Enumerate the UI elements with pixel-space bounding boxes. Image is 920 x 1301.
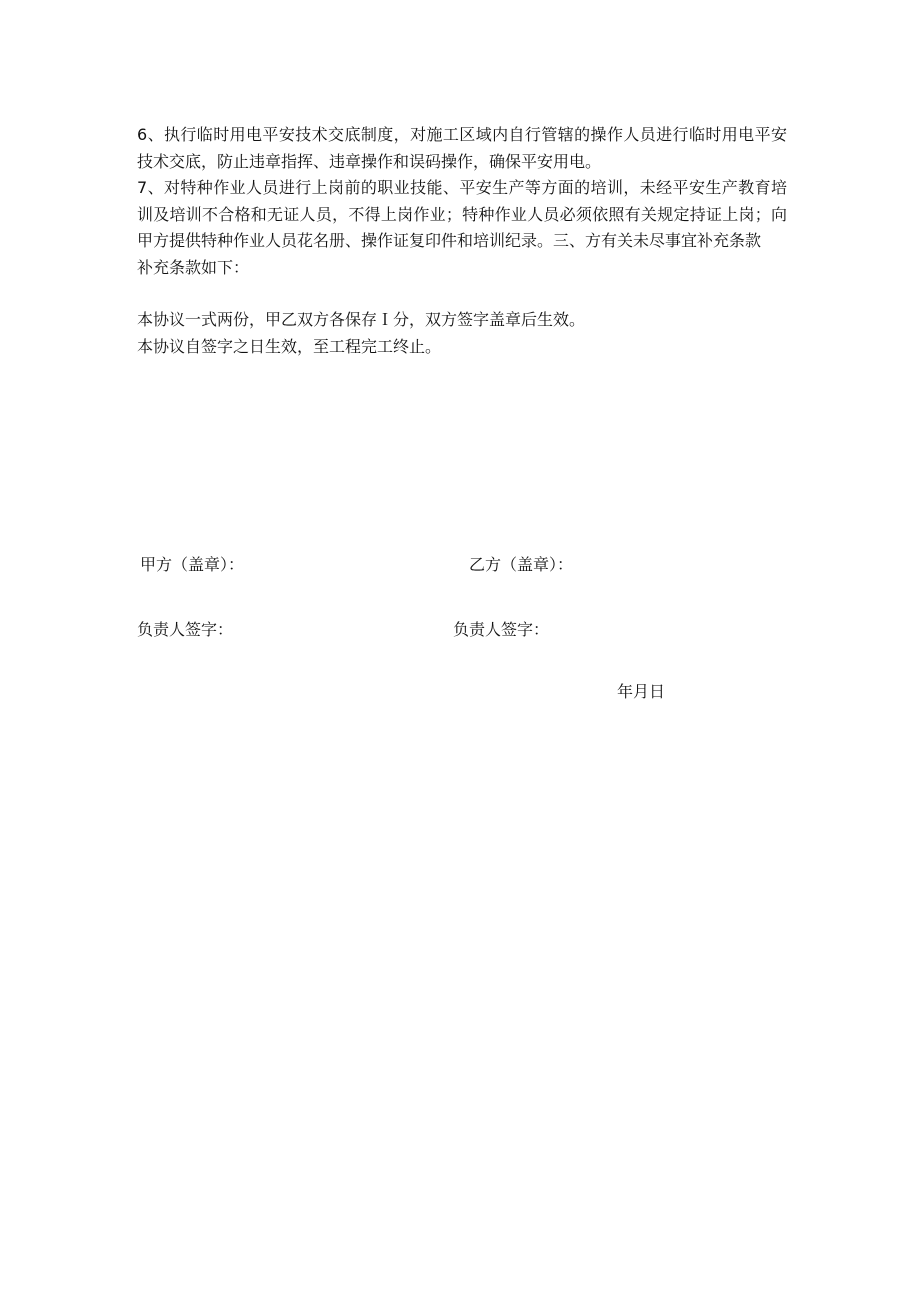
- clause-6: 6、执行临时用电平安技术交底制度，对施工区域内自行管辖的操作人员进行临时用电平安技术交底，防止违章指挥、违章操作和误码操作，确保平安用电。: [137, 125, 787, 171]
- clause-7: 7、对特种作业人员进行上岗前的职业技能、平安生产等方面的培训，未经平安生产教育培训及培训不合格和无证人员，不得上岗作业；特种作业人员必须依照有关规定持证上岗；向甲方提供特种作业人员花名册、操作证复印件和培训纪录。三、方有关未尽事宜补充条款: [137, 178, 787, 250]
- party-b-seal-label: 乙方（盖章）：: [469, 555, 574, 574]
- copies-statement: 本协议一式两份，甲乙双方各保存Ｉ分，双方签字盖章后生效。: [137, 310, 586, 329]
- party-a-signer-label: 负责人签字：: [137, 620, 234, 639]
- party-a-seal-label: 甲方（盖章）：: [140, 555, 245, 574]
- effective-statement: 本协议自签字之日生效，至工程完工终止。: [137, 336, 442, 356]
- party-b-signer-label: 负责人签字：: [453, 620, 550, 639]
- date-label: 年月日: [617, 682, 666, 701]
- agreement-body: [137, 122, 787, 360]
- supplementary-clauses-label: 补充条款如下：: [137, 257, 250, 277]
